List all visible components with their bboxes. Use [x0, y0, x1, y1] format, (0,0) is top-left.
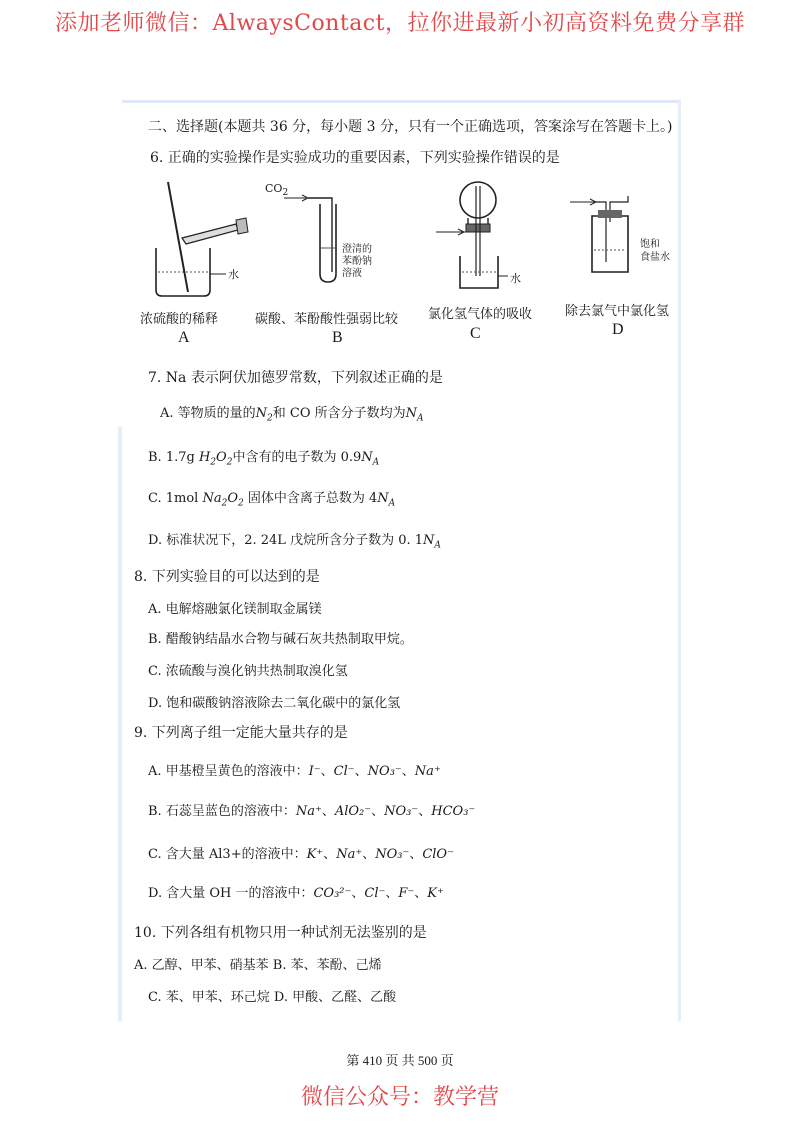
figure-d-letter: D — [612, 321, 624, 338]
q7-option-d: D. 标准状况下，2. 24L 戊烷所含分子数为 0. $1N_A$ — [148, 533, 441, 551]
q9-option-d: D. 含大量 OH 一的溶液中：CO₃²⁻、Cl⁻、F⁻、K⁺ — [148, 886, 444, 901]
q8-stem: 8. 下列实验目的可以达到的是 — [134, 569, 320, 585]
q10-options-row2: C. 苯、甲苯、环己烷 D. 甲酸、乙醛、乙酸 — [148, 990, 397, 1005]
figure-b-apparatus — [262, 190, 352, 290]
q8-option-d: D. 饱和碳酸钠溶液除去二氧化碳中的氯化氢 — [148, 696, 401, 711]
q7-stem: 7. Na 表示阿伏加德罗常数，下列叙述正确的是 — [148, 370, 443, 386]
figure-d-label: 饱和 食盐水 — [640, 239, 670, 263]
q8-option-a: A. 电解熔融氯化镁制取金属镁 — [148, 602, 322, 617]
q9-stem: 9. 下列离子组一定能大量共存的是 — [134, 725, 348, 741]
figure-d-wash-bottle — [566, 192, 646, 282]
q7-option-b: B. 1.7g $H_2O_2$中含有的电子数为 $0.9N_A$ — [148, 450, 380, 468]
page-fold-shadow — [118, 427, 122, 1021]
q9-option-a: A. 甲基橙呈黄色的溶液中：I⁻、Cl⁻、NO₃⁻、Na⁺ — [148, 764, 441, 779]
figure-c-letter: C — [470, 325, 481, 342]
figure-a-label: 水 — [228, 268, 239, 281]
figure-b-label: 澄清的 苯酚钠 溶液 — [342, 244, 372, 279]
figure-b-caption: 碳酸、苯酚酸性强弱比较 — [255, 312, 399, 327]
q8-option-b: B. 醋酸钠结晶水合物与碱石灰共热制取甲烷。 — [148, 632, 413, 647]
figure-d-caption: 除去氯气中氯化氢 — [565, 304, 670, 319]
figure-a-letter: A — [178, 329, 190, 346]
figure-a-caption: 浓硫酸的稀释 — [140, 312, 219, 327]
q7-option-c: C. 1mol $Na_2O_2$ 固体中含离子总数为 $4N_A$ — [148, 491, 396, 509]
q8-option-c: C. 浓硫酸与溴化钠共热制取溴化氢 — [148, 664, 348, 679]
figure-b-letter: B — [332, 329, 343, 346]
page-footer: 第 410 页 共 500 页 — [346, 1053, 454, 1068]
q9-option-b: B. 石蕊呈蓝色的溶液中：Na⁺、AlO₂⁻、NO₃⁻、HCO₃⁻ — [148, 804, 476, 819]
figure-c-label: 水 — [510, 272, 521, 285]
section-title: 二、选择题(本题共 36 分，每小题 3 分，只有一个正确选项，答案涂写在答题卡上。) — [148, 119, 673, 135]
q9-option-c: C. 含大量 Al3+的溶液中：K⁺、Na⁺、NO₃⁻、ClO⁻ — [148, 847, 454, 862]
q7-option-a: A. 等物质的量的$N_2$和 CO 所含分子数均为$N_A$ — [160, 406, 424, 424]
watermark-top: 添加老师微信：AlwaysContact，拉你进最新小初高资料免费分享群 — [55, 11, 745, 36]
figure-c-caption: 氯化氢气体的吸收 — [428, 307, 533, 322]
watermark-bottom: 微信公众号：教学营 — [300, 1085, 499, 1110]
q10-stem: 10. 下列各组有机物只用一种试剂无法鉴别的是 — [134, 925, 427, 941]
figure-b-gas: $CO_2$ — [265, 182, 289, 199]
q10-options-row1: A. 乙醇、甲苯、硝基苯 B. 苯、苯酚、己烯 — [134, 958, 382, 973]
q6-stem: 6. 正确的实验操作是实验成功的重要因素，下列实验操作错误的是 — [150, 150, 560, 166]
